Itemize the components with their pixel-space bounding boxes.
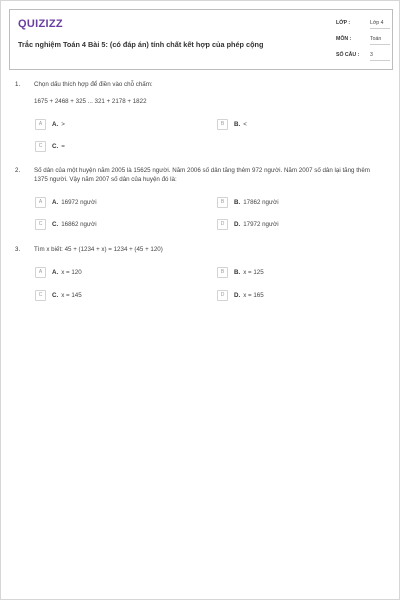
option-text: 16972 người xyxy=(61,198,97,206)
meta-question-count xyxy=(336,50,390,64)
option-letter-box: C xyxy=(35,219,46,230)
option-text: < xyxy=(243,120,247,128)
option-a[interactable] xyxy=(35,118,65,130)
option-text: x = 125 xyxy=(243,268,264,276)
meta-grade-value: Lớp 4 xyxy=(370,18,390,29)
option-prefix: A. xyxy=(52,120,59,128)
option-prefix: A. xyxy=(52,268,59,276)
question-number: 2. xyxy=(15,167,21,174)
question-text: Số dân của một huyện năm 2005 là 15625 người. Năm 2006 số dân tăng thêm 972 người. Năm 2007 số dân lại tăng thêm 1375 người. Vậy năm 2007 số dân của huyện đó là: xyxy=(34,167,370,183)
option-prefix: C. xyxy=(52,291,59,299)
option-letter-box: C xyxy=(35,141,46,152)
meta-subject-label: MÔN : xyxy=(336,36,352,42)
option-prefix: B. xyxy=(234,198,241,206)
option-text: 17862 người xyxy=(243,198,279,206)
option-prefix: A. xyxy=(52,198,59,206)
option-text: 17972 người xyxy=(243,220,279,228)
option-letter-box: D xyxy=(217,219,228,230)
meta-question-count-label: SỐ CÂU : xyxy=(336,52,360,58)
meta-subject-value: Toán xyxy=(370,34,390,45)
option-prefix: B. xyxy=(234,120,241,128)
option-text: = xyxy=(61,142,65,150)
question-number: 1. xyxy=(15,81,21,88)
option-prefix: B. xyxy=(234,268,241,276)
option-b[interactable] xyxy=(217,118,247,130)
option-text: > xyxy=(61,120,65,128)
option-c[interactable] xyxy=(35,218,97,230)
option-letter-box: A xyxy=(35,119,46,130)
meta-subject xyxy=(336,34,390,48)
worksheet-header xyxy=(9,9,393,70)
option-prefix: C. xyxy=(52,220,59,228)
question-text: Chọn dấu thích hợp để điền vào chỗ chấm: xyxy=(34,81,153,88)
option-b[interactable] xyxy=(217,266,264,278)
option-text: x = 165 xyxy=(243,291,264,299)
option-letter-box: B xyxy=(217,197,228,208)
meta-question-count-value: 3 xyxy=(370,50,390,61)
option-letter-box: B xyxy=(217,119,228,130)
quizizz-logo: QUIZIZZ xyxy=(18,18,63,30)
meta-grade-label: LỚP : xyxy=(336,20,351,26)
question-text: Tìm x biết: 45 + (1234 + x) = 1234 + (45 + 120) xyxy=(34,246,163,253)
option-d[interactable] xyxy=(217,289,264,301)
option-letter-box: A xyxy=(35,267,46,278)
option-letter-box: A xyxy=(35,197,46,208)
worksheet-title: Trắc nghiệm Toán 4 Bài 5: (có đáp án) tính chất kết hợp của phép cộng xyxy=(18,40,264,49)
option-c[interactable] xyxy=(35,289,82,301)
option-a[interactable] xyxy=(35,266,82,278)
option-prefix: D. xyxy=(234,220,241,228)
option-text: x = 120 xyxy=(61,268,82,276)
option-letter-box: B xyxy=(217,267,228,278)
option-text: x = 145 xyxy=(61,291,82,299)
option-prefix: D. xyxy=(234,291,241,299)
option-letter-box: D xyxy=(217,290,228,301)
option-a[interactable] xyxy=(35,196,97,208)
option-letter-box: C xyxy=(35,290,46,301)
question-expression: 1675 + 2468 + 325 ... 321 + 2178 + 1822 xyxy=(34,98,147,105)
option-c[interactable] xyxy=(35,140,65,152)
option-d[interactable] xyxy=(217,218,279,230)
meta-grade xyxy=(336,18,390,32)
question-number: 3. xyxy=(15,246,21,253)
option-prefix: C. xyxy=(52,142,59,150)
option-text: 16862 người xyxy=(61,220,97,228)
option-b[interactable] xyxy=(217,196,279,208)
